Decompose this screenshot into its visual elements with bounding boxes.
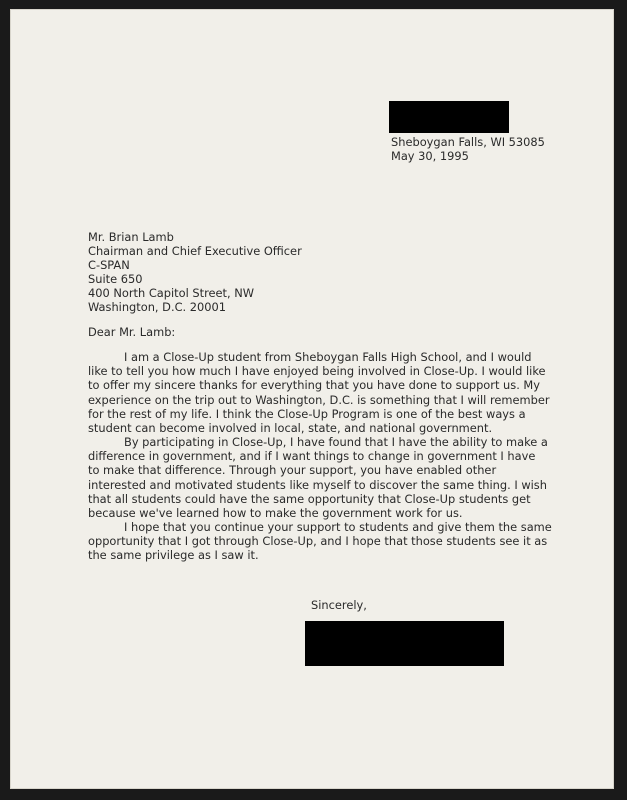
sender-city-line: Sheboygan Falls, WI 53085 xyxy=(391,135,545,149)
body-line: like to tell you how much I have enjoyed being involved in Close-Up. I would like xyxy=(88,364,546,379)
body-line: interested and motivated students like myself to discover the same thing. I wish xyxy=(88,477,547,492)
body-line: opportunity that I got through Close-Up, and I hope that those students see it as xyxy=(88,534,548,549)
body-line: because we've learned how to make the government work for us. xyxy=(88,506,463,521)
recipient-line: Chairman and Chief Executive Officer xyxy=(88,244,302,258)
body-line: I am a Close-Up student from Sheboygan Falls High School, and I would xyxy=(124,350,532,364)
body-paragraph-3 xyxy=(88,520,552,563)
salutation: Dear Mr. Lamb: xyxy=(88,325,176,339)
body-line: experience on the trip out to Washington, D.C. is something that I will remember xyxy=(88,392,550,407)
recipient-line: Mr. Brian Lamb xyxy=(88,230,174,244)
body-line: By participating in Close-Up, I have found that I have the ability to make a xyxy=(124,435,548,449)
body-line: the same privilege as I saw it. xyxy=(88,548,259,563)
body-line: student can become involved in local, state, and national government. xyxy=(88,421,493,436)
closing: Sincerely, xyxy=(311,598,367,612)
letter-date: May 30, 1995 xyxy=(391,149,469,163)
recipient-line: Washington, D.C. 20001 xyxy=(88,300,226,314)
redacted-signature xyxy=(305,621,504,666)
body-line: I hope that you continue your support to students and give them the same xyxy=(124,520,552,534)
body-paragraph-1 xyxy=(88,350,550,435)
recipient-line: C-SPAN xyxy=(88,258,130,272)
body-line: difference in government, and if I want things to change in government I have xyxy=(88,449,536,464)
body-line: to offer my sincere thanks for everything that you have done to support us. My xyxy=(88,378,541,393)
body-line: to make that difference. Through your support, you have enabled other xyxy=(88,463,497,478)
body-line: that all students could have the same opportunity that Close-Up students get xyxy=(88,491,531,506)
letter-page xyxy=(10,9,614,789)
body-line: for the rest of my life. I think the Close-Up Program is one of the best ways a xyxy=(88,406,526,421)
recipient-line: 400 North Capitol Street, NW xyxy=(88,286,255,300)
redacted-sender-name xyxy=(389,101,509,133)
recipient-line: Suite 650 xyxy=(88,272,143,286)
body-paragraph-2 xyxy=(88,435,548,520)
